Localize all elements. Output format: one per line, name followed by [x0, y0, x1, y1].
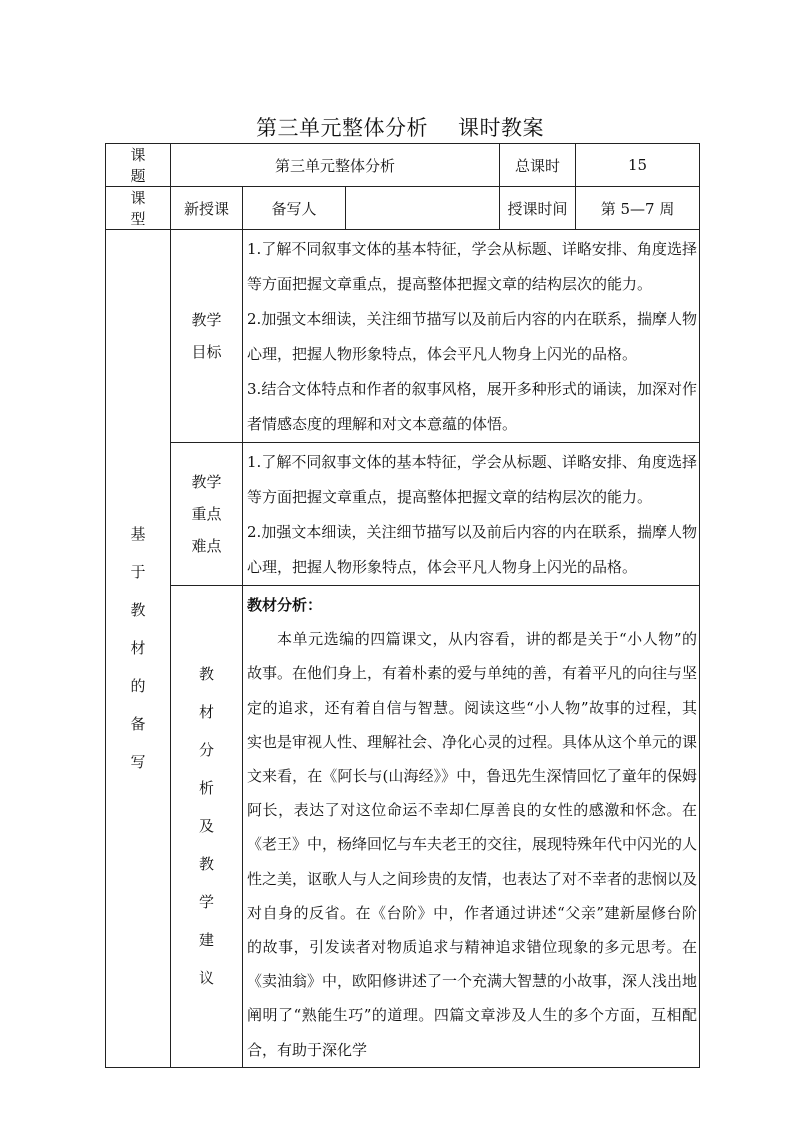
goals-label-text	[171, 304, 242, 368]
section-label-text	[106, 515, 170, 781]
analysis-label-text	[171, 655, 242, 997]
analysis-label	[171, 586, 243, 1068]
time-label: 授课时间	[500, 187, 576, 230]
vertical-char: 材	[198, 703, 214, 722]
vertical-char: 教	[198, 855, 214, 874]
keypoints-label-text	[171, 466, 242, 562]
label-line: 难点	[191, 537, 222, 555]
vertical-char: 建	[198, 931, 214, 950]
page-title	[0, 112, 800, 142]
goals-content	[243, 230, 700, 443]
author-value	[346, 187, 500, 230]
row-type	[106, 187, 700, 230]
analysis-heading: 教材分析：	[247, 596, 323, 614]
vertical-char: 议	[198, 969, 214, 988]
label-line: 重点	[191, 505, 222, 523]
vertical-char: 学	[198, 893, 214, 912]
vertical-char: 的	[130, 677, 146, 696]
keypoint-item-2: 2.加强文本细读，关注细节描写以及前后内容的内在联系，揣摩人物心理，把握人物形象特点，体会平凡人物身上闪光的品格。	[247, 523, 698, 576]
type-label: 课 型	[106, 187, 171, 230]
author-label: 备写人	[243, 187, 346, 230]
vertical-char: 写	[130, 753, 146, 772]
goals-label	[171, 230, 243, 443]
lesson-plan-table	[105, 143, 700, 1068]
vertical-char: 基	[130, 525, 146, 544]
vertical-char: 析	[198, 779, 214, 798]
type-value: 新授课	[171, 187, 243, 230]
page-title-sub: 课时教案	[458, 116, 544, 140]
vertical-char: 及	[198, 817, 214, 836]
label-line: 教学	[191, 311, 222, 329]
total-hours-label: 总课时	[500, 144, 576, 187]
analysis-content	[243, 586, 700, 1068]
vertical-char: 分	[198, 741, 214, 760]
row-goals	[106, 230, 700, 443]
topic-label: 课 题	[106, 144, 171, 187]
time-value: 第 5—7 周	[576, 187, 700, 230]
keypoints-label	[171, 443, 243, 586]
goal-item-3: 3.结合文体特点和作者的叙事风格，展开多种形式的诵读，加深对作者情感态度的理解和对文本意蕴的体悟。	[247, 380, 698, 433]
goal-item-2: 2.加强文本细读，关注细节描写以及前后内容的内在联系，揣摩人物心理，把握人物形象特点，体会平凡人物身上闪光的品格。	[247, 310, 698, 363]
goal-item-1: 1.了解不同叙事文体的基本特征，学会从标题、详略安排、角度选择等方面把握文章重点，提高整体把握文章的结构层次的能力。	[247, 240, 698, 293]
keypoints-content	[243, 443, 700, 586]
row-topic	[106, 144, 700, 187]
label-line: 目标	[191, 343, 222, 361]
label-line: 教学	[191, 473, 222, 491]
keypoint-item-1: 1.了解不同叙事文体的基本特征，学会从标题、详略安排、角度选择等方面把握文章重点，提高整体把握文章的结构层次的能力。	[247, 453, 698, 506]
vertical-char: 教	[130, 601, 146, 620]
row-keypoints	[106, 443, 700, 586]
topic-value: 第三单元整体分析	[171, 144, 500, 187]
vertical-char: 备	[130, 715, 146, 734]
section-label	[106, 230, 171, 1068]
analysis-paragraph: 本单元选编的四篇课文，从内容看，讲的都是关于“小人物”的故事。在他们身上，有着朴素的爱与单纯的善，有着平凡的向往与坚定的追求，还有着自信与智慧。阅读这些“小人物”故事的过程，其实也是审视人性、理解社会、净化心灵的过程。具体从这个单元的课文来看，在《阿长与(山海经》》中，鲁迅先生深情回忆了童年的保姆阿长，表达了对这位命运不幸却仁厚善良的女性的感激和怀念。在《老王》中，杨绛回忆与车夫老王的交往，展现特殊年代中闪光的人性之美，讴歌人与人之间珍贵的友情，也表达了对不幸者的悲悯以及对自身的反省。在《台阶》中，作者通过讲述“父亲”建新屋修台阶的故事，引发读者对物质追求与精神追求错位现象的多元思考。在《卖油翁》中，欧阳修讲述了一个充满大智慧的小故事，深人浅出地阐明了“熟能生巧”的道理。四篇文章涉及人生的多个方面，互相配合，有助于深化学	[247, 630, 698, 1059]
vertical-char: 于	[130, 563, 146, 582]
row-analysis	[106, 586, 700, 1068]
vertical-char: 教	[198, 665, 214, 684]
total-hours-value: 15	[576, 144, 700, 187]
page-title-main: 第三单元整体分析	[256, 116, 428, 140]
vertical-char: 材	[130, 639, 146, 658]
